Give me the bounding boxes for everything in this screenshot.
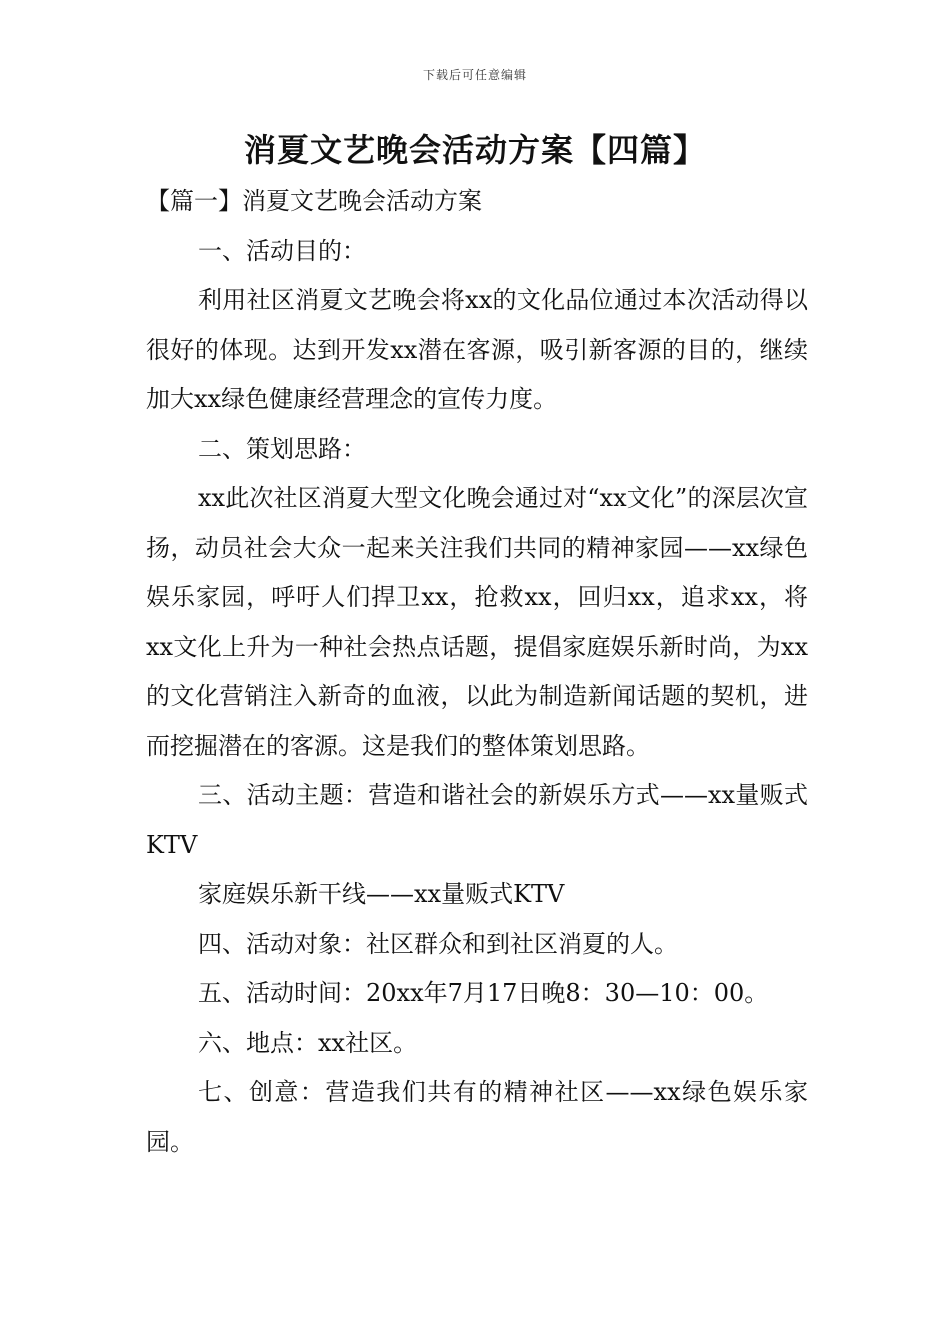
paragraph-theme-slogan: 家庭娱乐新干线——xx量贩式KTV xyxy=(198,880,565,908)
section-heading: 【篇一】消夏文艺晚会活动方案 xyxy=(146,187,482,215)
paragraph-planning-idea: xx此次社区消夏大型文化晚会通过对“xx文化”的深层次宣扬，动员社会大众一起来关注我们共同的精神家园——xx绿色娱乐家园，呼吁人们捍卫xx，抢救xx，回归xx，追求xx，将xx文化上升为一种社会热点话题，提倡家庭娱乐新时尚，为xx的文化营销注入新奇的血液，以此为制造新闻话题的契机，进而挖掘潜在的客源。这是我们的整体策划思路。 xyxy=(146,484,808,760)
paragraph-creative-idea: 七、创意：营造我们共有的精神社区——xx绿色娱乐家园。 xyxy=(146,1078,808,1156)
paragraph-activity-target: 四、活动对象：社区群众和到社区消夏的人。 xyxy=(198,929,678,958)
header-note: 下载后可任意编辑 xyxy=(422,68,527,82)
document-title: 消夏文艺晚会活动方案【四篇】 xyxy=(243,131,706,169)
paragraph-activity-time: 五、活动时间：20xx年7月17日晚8：30—10：00。 xyxy=(198,979,769,1007)
heading-activity-purpose: 一、活动目的： xyxy=(198,236,366,265)
paragraph-location: 六、地点：xx社区。 xyxy=(198,1028,418,1057)
paragraph-activity-purpose: 利用社区消夏文艺晚会将xx的文化品位通过本次活动得以很好的体现。达到开发xx潜在客源，吸引新客源的目的，继续加大xx绿色健康经营理念的宣传力度。 xyxy=(146,286,808,413)
document-body xyxy=(146,177,808,1167)
heading-planning-idea: 二、策划思路： xyxy=(198,434,366,463)
paragraph-activity-theme: 三、活动主题：营造和谐社会的新娱乐方式——xx量贩式KTV xyxy=(146,781,808,859)
